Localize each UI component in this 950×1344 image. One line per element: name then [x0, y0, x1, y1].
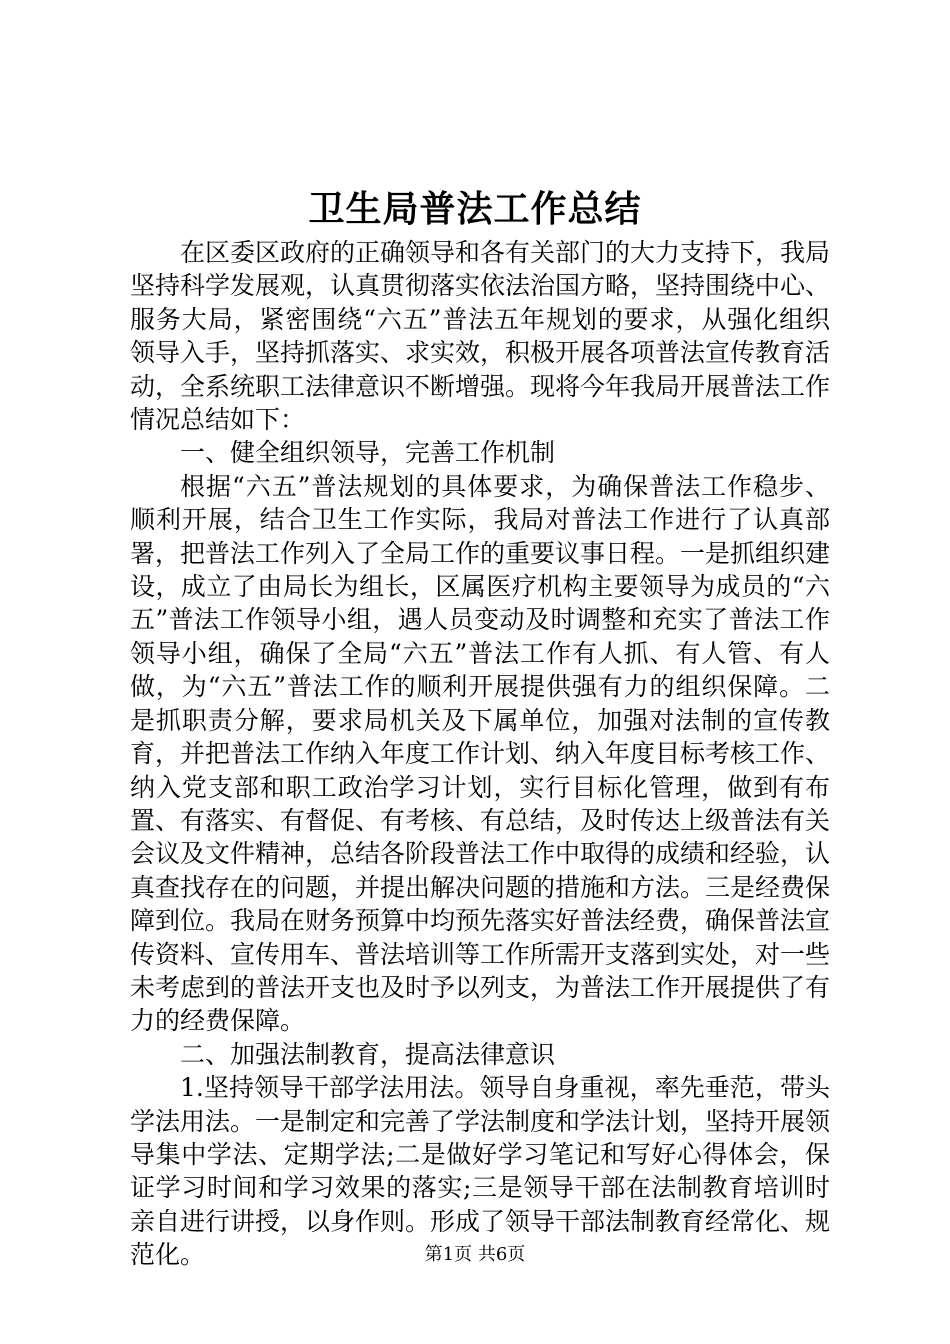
- section-heading-2: 二、加强法制教育，提高法律意识: [180, 1039, 556, 1069]
- section-2-paragraph: 1.坚持领导干部学法用法。领导自身重视，率先垂范，带头学法用法。一是制定和完善了学法制度和学法计划，坚持开展领导集中学法、定期学法;二是做好学习笔记和写好心得体会，保证学习时间和学习效果的落实;三是领导干部在法制教育培训时亲自进行讲授，以身作则。形成了领导干部法制教育经常化、规范化。: [130, 1073, 831, 1270]
- section-heading-1: 一、健全组织领导，完善工作机制: [180, 438, 556, 468]
- page-number-footer: 第1页 共6页: [424, 1244, 526, 1265]
- document-body: [130, 236, 830, 1272]
- section-1-paragraph: 根据“六五”普法规划的具体要求，为确保普法工作稳步、顺利开展，结合卫生工作实际，我局对普法工作进行了认真部署，把普法工作列入了全局工作的重要议事日程。一是抓组织建设，成立了由局长为组长，区属医疗机构主要领导为成员的“六五”普法工作领导小组，遇人员变动及时调整和充实了普法工作领导小组，确保了全局“六五”普法工作有人抓、有人管、有人做，为“六五”普法工作的顺利开展提供强有力的组织保障。二是抓职责分解，要求局机关及下属单位，加强对法制的宣传教育，并把普法工作纳入年度工作计划、纳入年度目标考核工作、纳入党支部和职工政治学习计划，实行目标化管理，做到有布置、有落实、有督促、有考核、有总结，及时传达上级普法有关会议及文件精神，总结各阶段普法工作中取得的成绩和经验，认真查找存在的问题，并提出解决问题的措施和方法。三是经费保障到位。我局在财务预算中均预先落实好普法经费，确保普法宣传资料、宣传用车、普法培训等工作所需开支落到实处，对一些未考虑到的普法开支也及时予以列支，为普法工作开展提供了有力的经费保障。: [130, 471, 831, 1036]
- intro-paragraph: 在区委区政府的正确领导和各有关部门的大力支持下，我局坚持科学发展观，认真贯彻落实依法治国方略，坚持围绕中心、服务大局，紧密围绕“六五”普法五年规划的要求，从强化组织领导入手，坚持抓落实、求实效，积极开展各项普法宣传教育活动，全系统职工法律意识不断增强。现将今年我局开展普法工作情况总结如下：: [130, 238, 831, 435]
- document-title: 卫生局普法工作总结: [308, 188, 642, 230]
